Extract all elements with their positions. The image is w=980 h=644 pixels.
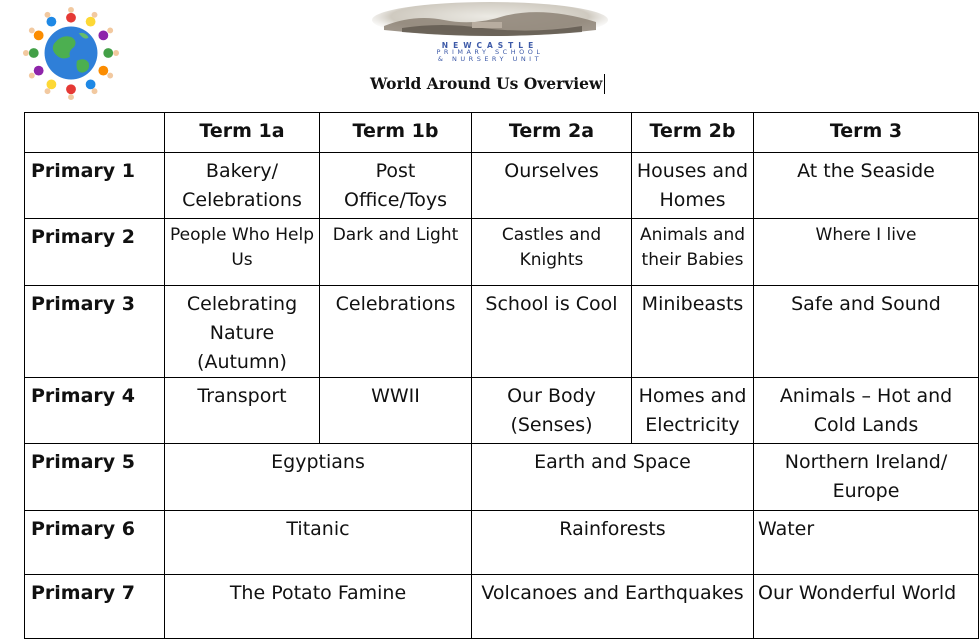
table-cell: Animals – Hot and Cold Lands — [754, 378, 979, 444]
table-cell: Dark and Light — [320, 219, 472, 286]
table-cell: Where I live — [754, 219, 979, 286]
row-label-primary-5: Primary 5 — [25, 444, 165, 511]
table-cell: Egyptians — [165, 444, 472, 511]
table-row — [25, 378, 979, 444]
school-banner-image — [372, 2, 608, 38]
table-row — [25, 444, 979, 511]
table-cell: Minibeasts — [632, 286, 754, 378]
table-cell: Post Office/Toys — [320, 153, 472, 219]
table-row — [25, 286, 979, 378]
document-title: World Around Us Overview — [370, 74, 605, 94]
table-cell: Northern Ireland/ Europe — [754, 444, 979, 511]
table-cell: Our Wonderful World — [754, 575, 979, 639]
table-cell: The Potato Famine — [165, 575, 472, 639]
school-name-line1: NEWCASTLE — [441, 41, 539, 50]
row-label-primary-1: Primary 1 — [25, 153, 165, 219]
table-cell: Water — [754, 511, 979, 575]
table-cell: Castles and Knights — [472, 219, 632, 286]
header-cell-term-2b: Term 2b — [632, 113, 754, 153]
table-cell: People Who Help Us — [165, 219, 320, 286]
table-row — [25, 511, 979, 575]
table-cell: Ourselves — [472, 153, 632, 219]
table-header-row — [25, 113, 979, 153]
table-cell: Titanic — [165, 511, 472, 575]
globe-children-logo — [22, 4, 120, 102]
table-cell: WWII — [320, 378, 472, 444]
row-label-primary-6: Primary 6 — [25, 511, 165, 575]
header-cell-term-1a: Term 1a — [165, 113, 320, 153]
row-label-primary-3: Primary 3 — [25, 286, 165, 378]
table-row — [25, 219, 979, 286]
table-cell: At the Seaside — [754, 153, 979, 219]
table-cell: Safe and Sound — [754, 286, 979, 378]
header-cell-term-2a: Term 2a — [472, 113, 632, 153]
table-cell: Animals and their Babies — [632, 219, 754, 286]
row-label-primary-4: Primary 4 — [25, 378, 165, 444]
table-cell: Transport — [165, 378, 320, 444]
table-cell: Homes and Electricity — [632, 378, 754, 444]
header-cell-term-3: Term 3 — [754, 113, 979, 153]
table-cell: Bakery/ Celebrations — [165, 153, 320, 219]
table-row — [25, 575, 979, 639]
table-cell: Earth and Space — [472, 444, 754, 511]
header-cell-empty — [25, 113, 165, 153]
table-row — [25, 153, 979, 219]
table-cell: Houses and Homes — [632, 153, 754, 219]
overview-table — [24, 112, 979, 639]
header-cell-term-1b: Term 1b — [320, 113, 472, 153]
table-cell: School is Cool — [472, 286, 632, 378]
school-name-line3: & NURSERY UNIT — [437, 55, 543, 63]
table-cell: Celebrations — [320, 286, 472, 378]
school-name-line2: PRIMARY SCHOOL — [436, 48, 544, 56]
row-label-primary-7: Primary 7 — [25, 575, 165, 639]
table-cell: Our Body (Senses) — [472, 378, 632, 444]
table-cell: Rainforests — [472, 511, 754, 575]
table-cell: Celebrating Nature (Autumn) — [165, 286, 320, 378]
school-name — [372, 42, 608, 63]
row-label-primary-2: Primary 2 — [25, 219, 165, 286]
table-cell: Volcanoes and Earthquakes — [472, 575, 754, 639]
